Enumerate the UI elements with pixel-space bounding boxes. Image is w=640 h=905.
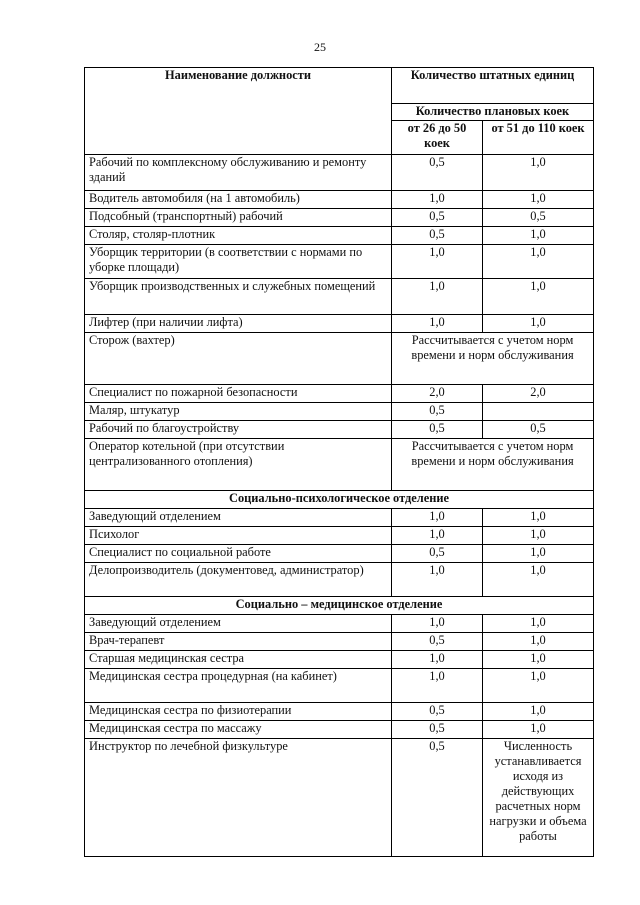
page-number: 25: [314, 40, 326, 54]
value-51-110: 1,0: [483, 227, 594, 245]
position-name: Рабочий по благоустройству: [85, 421, 392, 439]
position-name: Водитель автомобиля (на 1 автомобиль): [85, 191, 392, 209]
table-row: [85, 191, 594, 209]
table-row: [85, 545, 594, 563]
table-row: [85, 439, 594, 491]
table-row: [85, 385, 594, 403]
staff-units-header: Количество штатных единиц: [392, 68, 594, 104]
beds-26-50-header: от 26 до 50 коек: [392, 121, 483, 155]
value-26-50: 0,5: [392, 739, 483, 857]
table-row: [85, 227, 594, 245]
position-name: Маляр, штукатур: [85, 403, 392, 421]
position-name: Медицинская сестра по физиотерапии: [85, 703, 392, 721]
position-name: Сторож (вахтер): [85, 333, 392, 385]
table-row: [85, 651, 594, 669]
table-row: [85, 245, 594, 279]
value-51-110: 2,0: [483, 385, 594, 403]
position-name-header: Наименование должности: [85, 68, 392, 155]
value-26-50: 1,0: [392, 651, 483, 669]
section-title: Социально-психологическое отделение: [85, 491, 594, 509]
value-26-50: 0,5: [392, 721, 483, 739]
position-name: Столяр, столяр-плотник: [85, 227, 392, 245]
value-51-110: 1,0: [483, 245, 594, 279]
position-name: Заведующий отделением: [85, 509, 392, 527]
table-header: [85, 68, 594, 155]
value-26-50: 0,5: [392, 421, 483, 439]
value-51-110: 1,0: [483, 545, 594, 563]
table-row: [85, 615, 594, 633]
table-row: [85, 563, 594, 597]
value-26-50: 0,5: [392, 403, 483, 421]
table-row: [85, 509, 594, 527]
value-51-110: 0,5: [483, 209, 594, 227]
position-name: Медицинская сестра процедурная (на кабинет): [85, 669, 392, 703]
value-51-110: 1,0: [483, 669, 594, 703]
position-name: Специалист по социальной работе: [85, 545, 392, 563]
position-name: Заведующий отделением: [85, 615, 392, 633]
table-row: [85, 703, 594, 721]
value-51-110: 1,0: [483, 527, 594, 545]
value-51-110: 1,0: [483, 155, 594, 191]
value-26-50: 1,0: [392, 191, 483, 209]
value-26-50: 1,0: [392, 279, 483, 315]
value-51-110: 1,0: [483, 315, 594, 333]
position-name: Инструктор по лечебной физкультуре: [85, 739, 392, 857]
table-row: [85, 315, 594, 333]
value-26-50: 1,0: [392, 315, 483, 333]
value-51-110: 1,0: [483, 279, 594, 315]
value-26-50: 1,0: [392, 509, 483, 527]
table-row: [85, 721, 594, 739]
table-row: [85, 155, 594, 191]
value-26-50: 2,0: [392, 385, 483, 403]
value-26-50: 1,0: [392, 669, 483, 703]
position-name: Подсобный (транспортный) рабочий: [85, 209, 392, 227]
table-row: [85, 279, 594, 315]
value-51-110: 1,0: [483, 633, 594, 651]
table-row: [85, 421, 594, 439]
beds-51-110-header: от 51 до 110 коек: [483, 121, 594, 155]
position-name: Оператор котельной (при отсутствии централизованного отопления): [85, 439, 392, 491]
table-body: [85, 155, 594, 857]
value-51-110: 1,0: [483, 615, 594, 633]
position-name: Специалист по пожарной безопасности: [85, 385, 392, 403]
value-26-50: 1,0: [392, 563, 483, 597]
table-row: [85, 527, 594, 545]
value-51-110: 1,0: [483, 563, 594, 597]
value-26-50: 0,5: [392, 545, 483, 563]
table-row: [85, 633, 594, 651]
planned-beds-header: Количество плановых коек: [392, 104, 594, 121]
table-row: [85, 209, 594, 227]
position-name: Психолог: [85, 527, 392, 545]
position-name: Медицинская сестра по массажу: [85, 721, 392, 739]
value-51-110: 1,0: [483, 191, 594, 209]
value-51-110: 1,0: [483, 721, 594, 739]
value-51-110: 0,5: [483, 421, 594, 439]
value-51-110: 1,0: [483, 651, 594, 669]
position-name: Делопроизводитель (документовед, администратор): [85, 563, 392, 597]
value-26-50: 0,5: [392, 633, 483, 651]
section-title: Социально – медицинское отделение: [85, 597, 594, 615]
value-26-50: 1,0: [392, 245, 483, 279]
table-row: [85, 403, 594, 421]
position-name: Врач-терапевт: [85, 633, 392, 651]
value-26-50: 0,5: [392, 227, 483, 245]
section-row: [85, 491, 594, 509]
value-51-110: 1,0: [483, 509, 594, 527]
position-name: Старшая медицинская сестра: [85, 651, 392, 669]
value-26-50: 1,0: [392, 615, 483, 633]
value-26-50: 1,0: [392, 527, 483, 545]
value-26-50: 0,5: [392, 703, 483, 721]
position-name: Лифтер (при наличии лифта): [85, 315, 392, 333]
section-row: [85, 597, 594, 615]
calculation-note: Рассчитывается с учетом норм времени и норм обслуживания: [392, 333, 594, 385]
value-51-110: [483, 403, 594, 421]
position-name: Рабочий по комплексному обслуживанию и ремонту зданий: [85, 155, 392, 191]
calculation-note: Рассчитывается с учетом норм времени и норм обслуживания: [392, 439, 594, 491]
value-51-110: 1,0: [483, 703, 594, 721]
table-row: [85, 739, 594, 857]
value-26-50: 0,5: [392, 209, 483, 227]
value-51-110: Численность устанавливается исходя из действующих расчетных норм нагрузки и объема работы: [483, 739, 594, 857]
position-name: Уборщик производственных и служебных помещений: [85, 279, 392, 315]
table-row: [85, 669, 594, 703]
table-row: [85, 333, 594, 385]
position-name: Уборщик территории (в соответствии с нормами по уборке площади): [85, 245, 392, 279]
value-26-50: 0,5: [392, 155, 483, 191]
staffing-table: [84, 67, 594, 857]
